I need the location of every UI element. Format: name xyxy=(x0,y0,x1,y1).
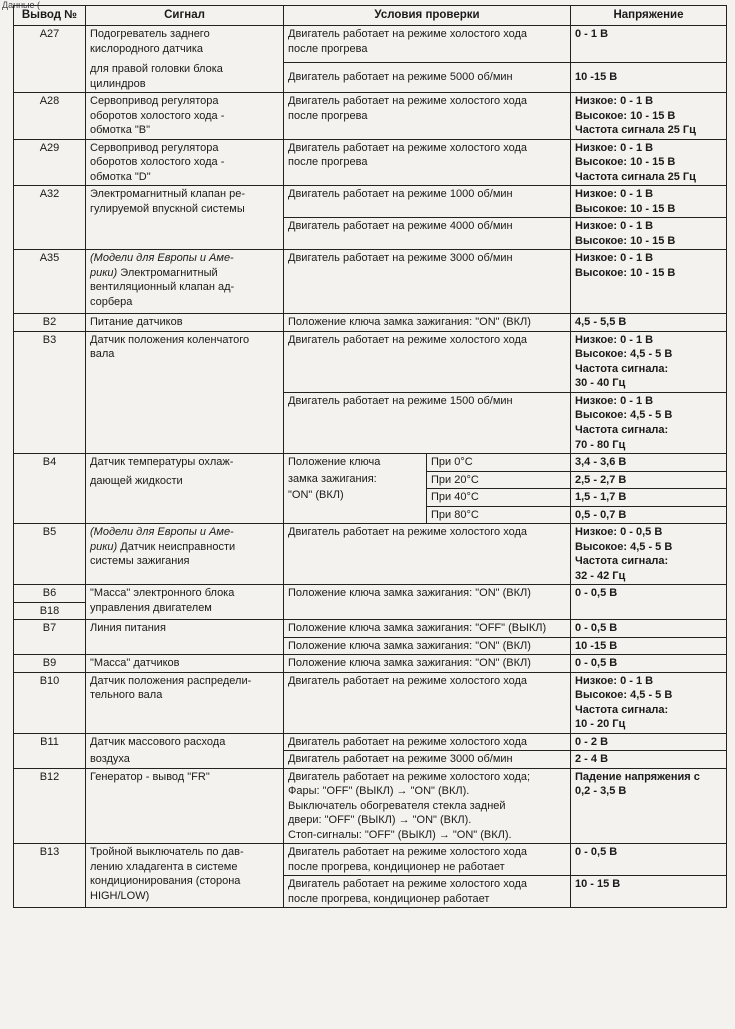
voltage-cell xyxy=(571,672,727,733)
voltage-cell xyxy=(571,524,727,585)
voltage-cell xyxy=(571,331,727,392)
condition-line: Двигатель работает на режиме холостого хода xyxy=(288,846,528,859)
condition-line: Двигатель работает на режиме холостого хода xyxy=(288,28,528,41)
voltage-cell: 0 - 0,5 В xyxy=(571,620,727,638)
signal-line: Электромагнитный клапан ре- xyxy=(90,188,245,201)
voltage-cell: 0 - 2 В xyxy=(571,733,727,751)
condition-cell: Двигатель работает на режиме холостого хода xyxy=(284,672,571,733)
signal-cell xyxy=(86,93,284,140)
table-row xyxy=(14,655,727,673)
voltage-line: Частота сигнала: xyxy=(575,424,669,436)
pin-cell: В10 xyxy=(14,672,86,733)
voltage-line: 32 - 42 Гц xyxy=(575,569,626,582)
signal-line: "Масса" электронного блока xyxy=(90,587,235,600)
voltage-cell: 10 - 15 В xyxy=(571,876,727,908)
voltage-line: Низкое: 0 - 1 В xyxy=(575,674,654,687)
temp-item: При 40°С xyxy=(427,489,570,507)
table-row xyxy=(14,331,727,392)
table-row xyxy=(14,585,727,620)
pin-cell: A32 xyxy=(14,186,86,250)
signal-line: цилиндров xyxy=(90,77,146,90)
condition-line: Двигатель работает на режиме холостого хода xyxy=(288,95,528,108)
voltage-line: Высокое: 4,5 - 5 В xyxy=(575,409,673,422)
signal-line: для правой головки блока xyxy=(90,63,223,76)
condition-line: Выключатель обогревателя стекла задней xyxy=(288,799,506,812)
voltage-line: Высокое: 10 - 15 В xyxy=(575,266,676,279)
pin-cell: В9 xyxy=(14,655,86,673)
voltage-line: 3,4 - 3,6 В xyxy=(571,454,726,472)
condition-cell: Положение ключа замка зажигания: "ON" (ВКЛ) xyxy=(284,637,571,655)
condition-cell: Двигатель работает на режиме 5000 об/мин xyxy=(284,63,571,93)
signal-line: Датчик неисправности xyxy=(117,540,236,553)
voltage-line: Высокое: 10 - 15 В xyxy=(575,109,676,122)
condition-line: двери: "OFF" (ВЫКЛ) → "ON" (ВКЛ). xyxy=(288,814,472,827)
signal-line: оборотов холостого хода - xyxy=(90,156,225,169)
condition-cell: Двигатель работает на режиме 1000 об/мин xyxy=(284,186,571,218)
voltage-line: Высокое: 10 - 15 В xyxy=(575,202,676,215)
condition-cell xyxy=(284,26,571,63)
condition-cell: Двигатель работает на режиме 1500 об/мин xyxy=(284,392,571,453)
pin-cell: В4 xyxy=(14,454,86,524)
condition-cell xyxy=(284,454,571,524)
pin-cell: В2 xyxy=(14,314,86,332)
voltage-line: 0,2 - 3,5 В xyxy=(575,785,627,798)
condition-line: Фары: "OFF" (ВЫКЛ) → "ON" (ВКЛ). xyxy=(288,785,470,798)
signal-cell xyxy=(86,672,284,733)
pin-cell: В3 xyxy=(14,331,86,453)
voltage-line: 0,5 - 0,7 В xyxy=(575,508,627,521)
table-row xyxy=(14,733,727,751)
table-row xyxy=(14,139,727,186)
condition-line: Стоп-сигналы: "OFF" (ВЫКЛ) → "ON" (ВКЛ). xyxy=(288,828,512,841)
signal-cell: Линия питания xyxy=(86,620,284,655)
signal-cell xyxy=(86,250,284,314)
voltage-cell xyxy=(571,768,727,844)
signal-line: Сервопривод регулятора xyxy=(90,95,219,108)
table-row xyxy=(14,314,727,332)
condition-cell: Положение ключа замка зажигания: "ON" (ВКЛ) xyxy=(284,314,571,332)
condition-cell: Двигатель работает на режиме холостого хода xyxy=(284,331,571,392)
condition-cell: Двигатель работает на режиме 4000 об/мин xyxy=(284,218,571,250)
header-voltage: Напряжение xyxy=(571,6,727,26)
table-header-row xyxy=(14,6,727,26)
condition-cell: Двигатель работает на режиме холостого хода xyxy=(284,524,571,585)
signal-italic: рики) xyxy=(90,540,118,553)
table-row xyxy=(14,524,727,585)
signal-line: Тройной выключатель по дав- xyxy=(90,846,244,859)
table-row xyxy=(14,844,727,876)
signal-line: гулируемой впускной системы xyxy=(90,202,245,215)
pin-cell: В7 xyxy=(14,620,86,655)
signal-line: Электромагнитный xyxy=(117,266,218,279)
signal-line: вала xyxy=(90,348,115,361)
voltage-cell: 4,5 - 5,5 В xyxy=(571,314,727,332)
condition-cell: Двигатель работает на режиме холостого хода xyxy=(284,733,571,751)
condition-cell: Положение ключа замка зажигания: "OFF" (ВЫКЛ) xyxy=(284,620,571,638)
signal-cell: Питание датчиков xyxy=(86,314,284,332)
signal-line: вентиляционный клапан ад- xyxy=(90,281,235,294)
signal-cell xyxy=(86,26,284,93)
signal-line: тельного вала xyxy=(90,689,163,702)
voltage-line: Частота сигнала 25 Гц xyxy=(575,124,696,137)
voltage-cell xyxy=(571,250,727,314)
pin-cell: В5 xyxy=(14,524,86,585)
table-row xyxy=(14,620,727,638)
signal-cell xyxy=(86,585,284,620)
signal-line: обмотка "В" xyxy=(90,124,151,137)
table-row xyxy=(14,26,727,63)
voltage-line: Частота сигнала: xyxy=(575,703,669,716)
signal-line: системы зажигания xyxy=(90,555,190,568)
voltage-cell: 0 - 0,5 В xyxy=(571,585,727,620)
signal-cell xyxy=(86,524,284,585)
table-row xyxy=(14,672,727,733)
voltage-line: Низкое: 0 - 1 В xyxy=(575,333,654,346)
voltage-line: Высокое: 10 - 15 В xyxy=(575,234,676,247)
signal-line: HIGH/LOW) xyxy=(90,889,150,902)
condition-line: "ON" (ВКЛ) xyxy=(288,489,344,502)
condition-line: после прогрева xyxy=(288,156,368,169)
condition-line: замка зажигания: xyxy=(288,472,377,485)
voltage-cell: 10 -15 В xyxy=(571,637,727,655)
signal-line: Датчик положения распредели- xyxy=(90,674,252,687)
condition-cell: Положение ключа замка зажигания: "ON" (ВКЛ) xyxy=(284,585,571,620)
voltage-line: 70 - 80 Гц xyxy=(575,438,626,451)
voltage-line: Высокое: 4,5 - 5 В xyxy=(575,540,673,553)
condition-line: после прогрева xyxy=(288,109,368,122)
condition-cell xyxy=(284,768,571,844)
b4-condition xyxy=(284,454,427,523)
voltage-cell: 0 - 1 В xyxy=(571,26,727,63)
voltage-line: Низкое: 0 - 1 В xyxy=(575,141,654,154)
voltage-line: Частота сигнала: xyxy=(575,362,669,375)
pin-cell: A29 xyxy=(14,139,86,186)
condition-line: после прогрева xyxy=(288,42,368,55)
voltage-line: Высокое: 10 - 15 В xyxy=(575,156,676,169)
voltage-cell: 0 - 0,5 В xyxy=(571,655,727,673)
voltage-line: Низкое: 0 - 0,5 В xyxy=(575,526,663,539)
signal-cell xyxy=(86,331,284,453)
condition-line: после прогрева, кондиционер работает xyxy=(288,892,490,905)
signal-line: Подогреватель заднего xyxy=(90,28,210,41)
signal-line: оборотов холостого хода - xyxy=(90,109,225,122)
header-condition: Условия проверки xyxy=(284,6,571,26)
signal-italic: рики) xyxy=(90,266,118,279)
condition-cell xyxy=(284,876,571,908)
signal-cell: Генератор - вывод "FR" xyxy=(86,768,284,844)
pin-cell: В11 xyxy=(14,733,86,768)
table-row xyxy=(14,93,727,140)
header-pin: Вывод № xyxy=(14,6,86,26)
pin-cell xyxy=(14,585,86,620)
table-row xyxy=(14,250,727,314)
signal-line: Датчик массового расхода xyxy=(90,735,226,748)
voltage-cell: 0 - 0,5 В xyxy=(571,844,727,876)
voltage-line: Низкое: 0 - 1 В xyxy=(575,188,654,201)
pin-cell: В13 xyxy=(14,844,86,908)
condition-line: после прогрева, кондиционер не работает xyxy=(288,860,505,873)
voltage-line: 10 - 20 Гц xyxy=(575,718,626,731)
ecu-pin-voltage-table xyxy=(13,5,727,908)
temp-item: При 80°С xyxy=(431,508,479,521)
voltage-cell xyxy=(571,139,727,186)
signal-line: Датчик температуры охлаж- xyxy=(90,456,234,469)
signal-line: Датчик положения коленчатого xyxy=(90,333,250,346)
b4-temperatures xyxy=(427,454,570,523)
signal-cell xyxy=(86,139,284,186)
voltage-line: 30 - 40 Гц xyxy=(575,377,626,390)
condition-cell: Двигатель работает на режиме 3000 об/мин xyxy=(284,751,571,769)
voltage-line: Низкое: 0 - 1 В xyxy=(575,252,654,265)
signal-cell xyxy=(86,186,284,250)
voltage-cell xyxy=(571,93,727,140)
voltage-line: 1,5 - 1,7 В xyxy=(571,489,726,507)
condition-cell xyxy=(284,93,571,140)
signal-cell xyxy=(86,733,284,768)
pin-cell: A27 xyxy=(14,26,86,93)
signal-line: воздуха xyxy=(90,753,130,766)
condition-line: Положение ключа xyxy=(288,456,381,469)
table-row xyxy=(14,186,727,218)
voltage-cell xyxy=(571,186,727,218)
signal-italic: (Модели для Европы и Аме- xyxy=(90,526,234,539)
condition-cell xyxy=(284,139,571,186)
table-row xyxy=(14,454,727,524)
signal-italic: (Модели для Европы и Аме- xyxy=(90,252,234,265)
condition-cell: Положение ключа замка зажигания: "ON" (ВКЛ) xyxy=(284,655,571,673)
signal-cell xyxy=(86,844,284,908)
voltage-line: Падение напряжения с xyxy=(575,770,700,783)
signal-line: обмотка "D" xyxy=(90,170,151,183)
voltage-line: Высокое: 4,5 - 5 В xyxy=(575,348,673,361)
voltage-line: Низкое: 0 - 1 В xyxy=(575,95,654,108)
table-row xyxy=(14,768,727,844)
temp-item: При 0°С xyxy=(427,454,570,472)
voltage-cell xyxy=(571,218,727,250)
pin-line: В18 xyxy=(39,604,60,617)
condition-cell xyxy=(284,844,571,876)
voltage-line: Высокое: 4,5 - 5 В xyxy=(575,689,673,702)
signal-cell: "Масса" датчиков xyxy=(86,655,284,673)
signal-cell xyxy=(86,454,284,524)
condition-line: Двигатель работает на режиме холостого хода; xyxy=(288,770,531,783)
signal-line: кислородного датчика xyxy=(90,42,204,55)
condition-line: Двигатель работает на режиме холостого хода xyxy=(288,141,528,154)
condition-cell: Двигатель работает на режиме 3000 об/мин xyxy=(284,250,571,314)
condition-line: Двигатель работает на режиме холостого хода xyxy=(288,878,528,891)
voltage-line: 2,5 - 2,7 В xyxy=(571,472,726,490)
signal-line: кондиционирования (сторона xyxy=(90,875,241,888)
pin-cell: В12 xyxy=(14,768,86,844)
pin-cell: A28 xyxy=(14,93,86,140)
voltage-line: Низкое: 0 - 1 В xyxy=(575,394,654,407)
signal-line: дающей жидкости xyxy=(90,474,183,487)
signal-line: Сервопривод регулятора xyxy=(90,141,219,154)
signal-line: сорбера xyxy=(90,295,133,308)
temp-item: При 20°С xyxy=(427,472,570,490)
header-signal: Сигнал xyxy=(86,6,284,26)
voltage-cell: 2 - 4 В xyxy=(571,751,727,769)
page-label: Данные ( xyxy=(2,0,41,10)
signal-line: управления двигателем xyxy=(90,601,212,614)
voltage-cell: 10 -15 В xyxy=(571,63,727,93)
pin-line: В6 xyxy=(14,585,85,603)
signal-line: лению хладагента в системе xyxy=(90,860,238,873)
pin-cell: A35 xyxy=(14,250,86,314)
voltage-line: Частота сигнала 25 Гц xyxy=(575,170,696,183)
voltage-cell xyxy=(571,454,727,524)
voltage-line: Низкое: 0 - 1 В xyxy=(575,220,654,233)
voltage-line: Частота сигнала: xyxy=(575,555,669,568)
voltage-cell xyxy=(571,392,727,453)
